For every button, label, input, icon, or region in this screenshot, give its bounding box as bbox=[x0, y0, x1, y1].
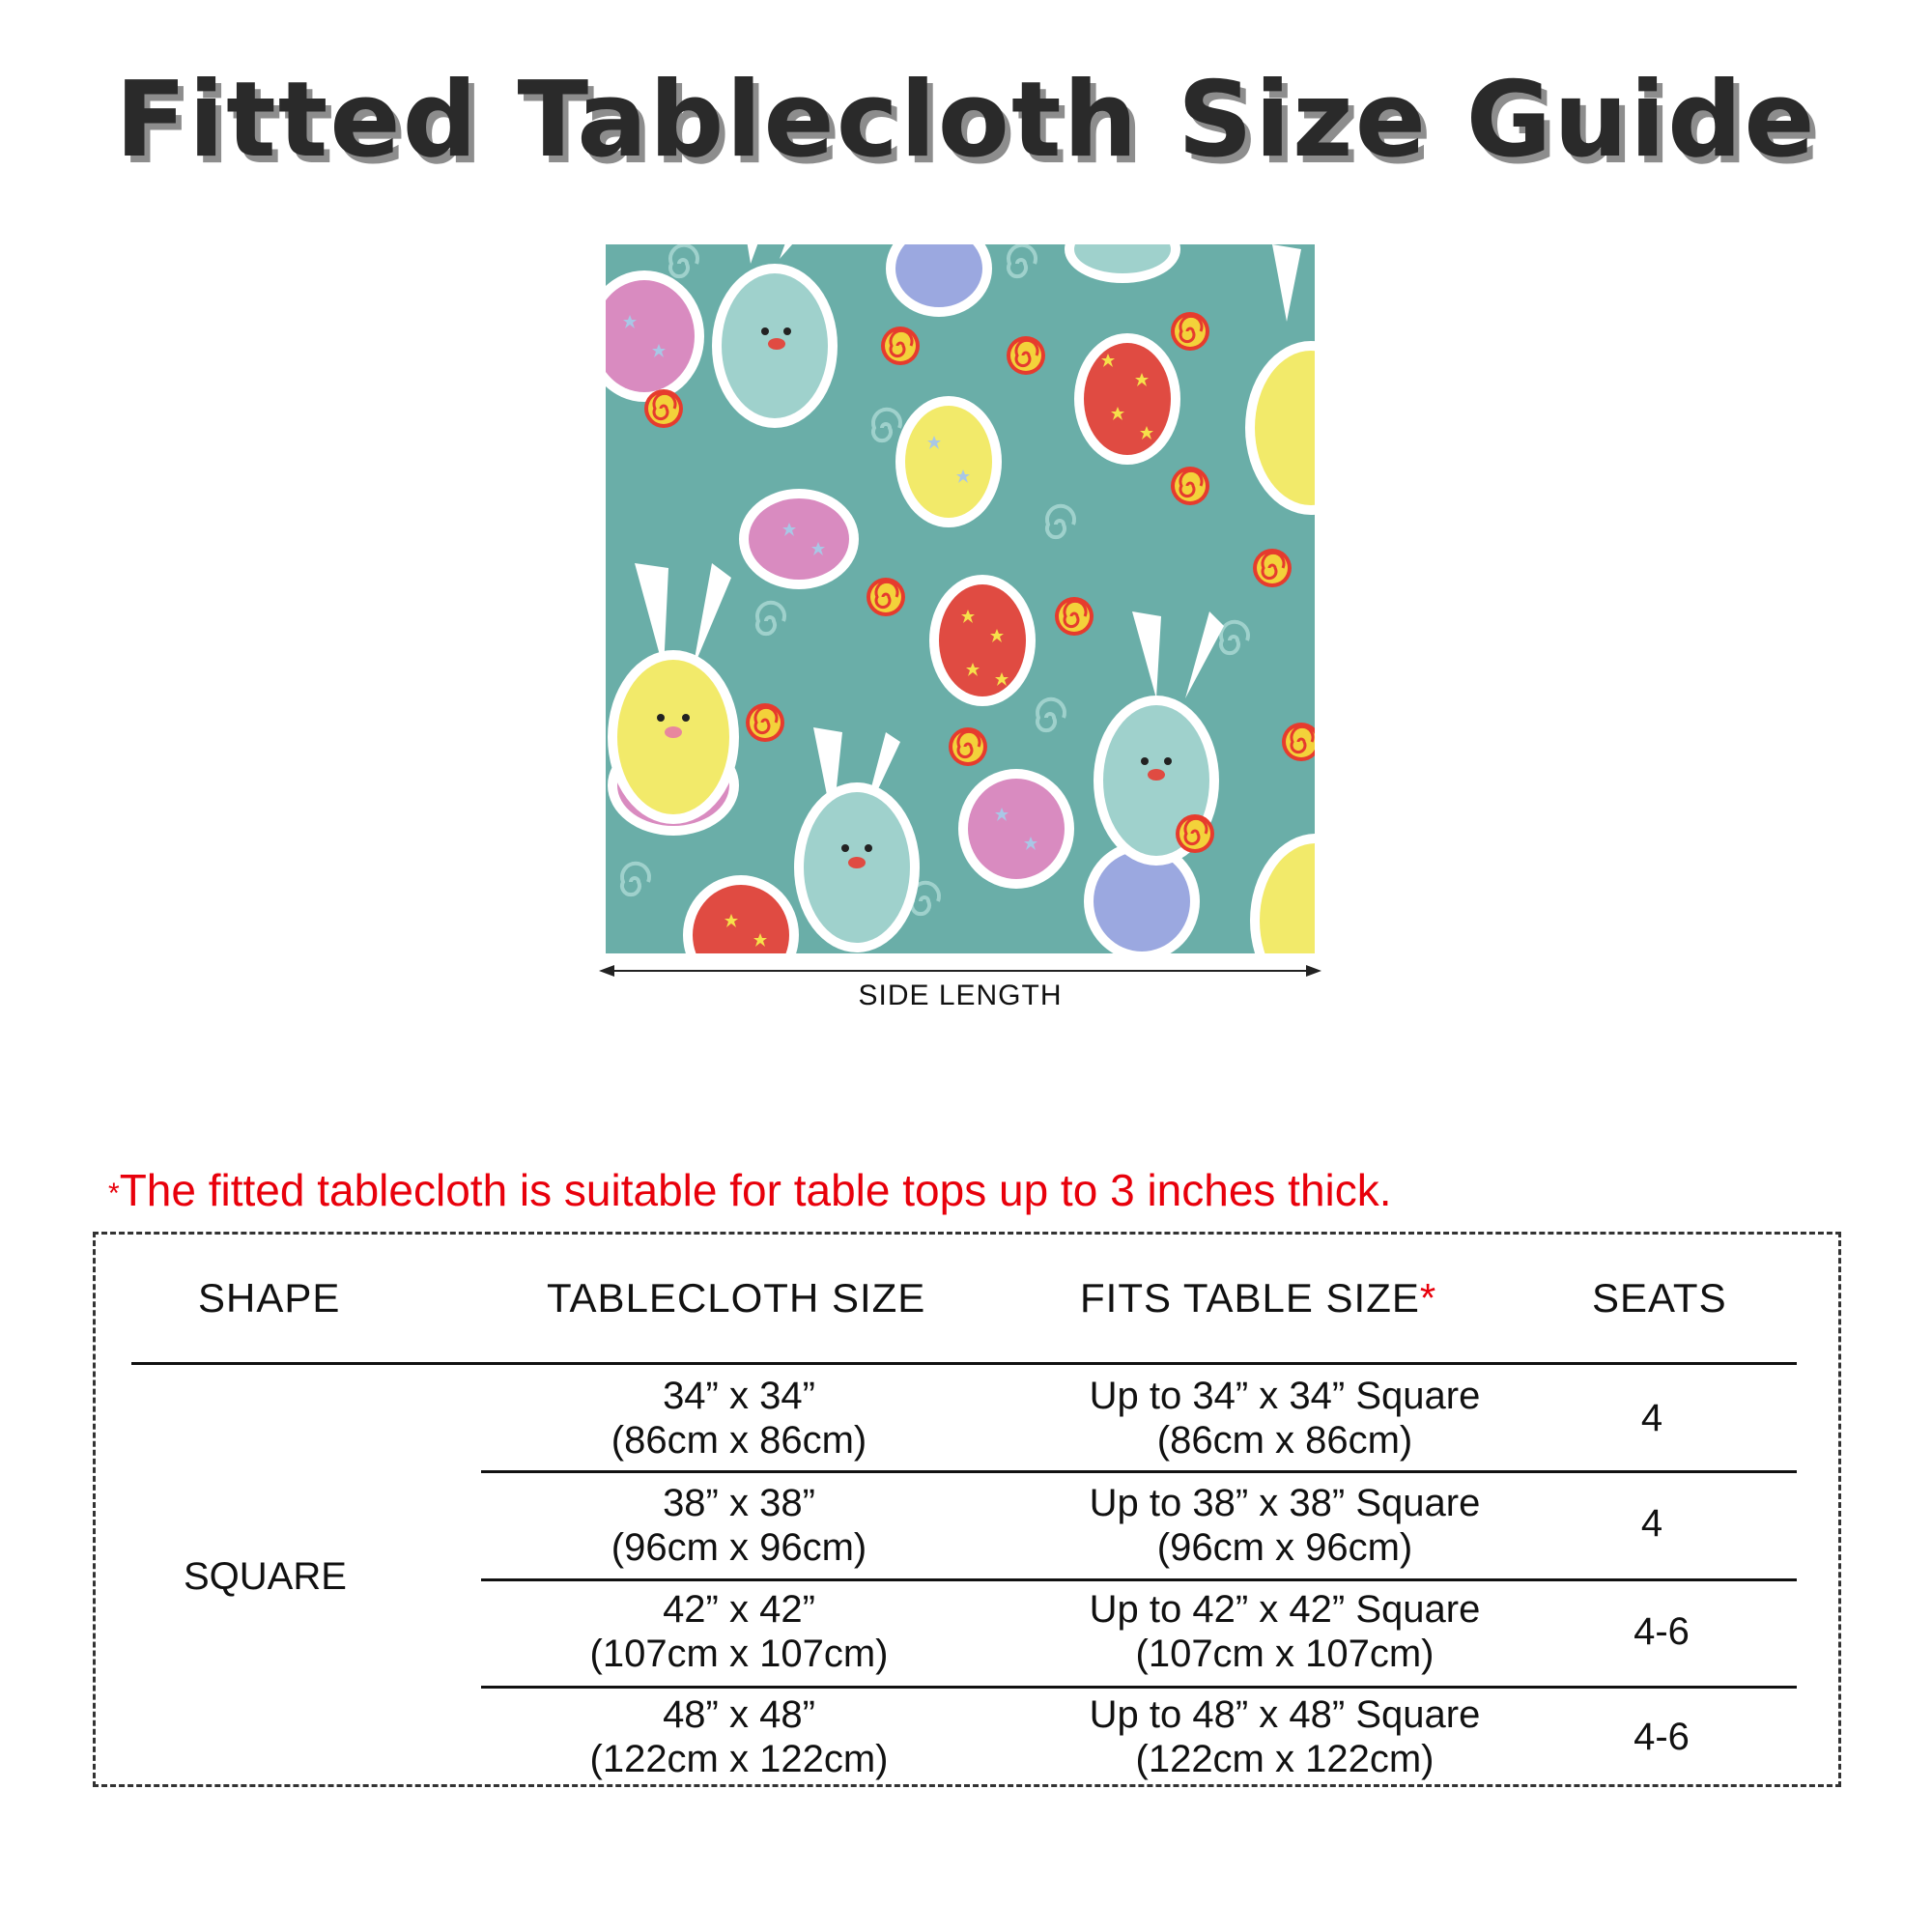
seats-cell: 4 bbox=[1640, 1502, 1663, 1545]
fits-size-cell: Up to 42” x 42” Square (107cm x 107cm) bbox=[1089, 1588, 1481, 1675]
tablecloth-size-cell: 42” x 42” (107cm x 107cm) bbox=[589, 1588, 889, 1675]
page-title: Fitted Tablecloth Size Guide bbox=[115, 60, 1817, 181]
seats-cell: 4 bbox=[1640, 1397, 1663, 1439]
fits-size-cell: Up to 34” x 34” Square (86cm x 86cm) bbox=[1089, 1375, 1481, 1462]
side-length-label: SIDE LENGTH bbox=[858, 980, 1063, 1011]
note-text: The fitted tablecloth is suitable for table tops up to 3 inches thick. bbox=[119, 1165, 1392, 1215]
header-fits-label: FITS TABLE SIZE bbox=[1080, 1275, 1420, 1321]
thickness-note bbox=[108, 1164, 1392, 1216]
side-length-arrow bbox=[599, 961, 1321, 980]
fits-size-cell: Up to 38” x 38” Square (96cm x 96cm) bbox=[1089, 1482, 1481, 1569]
tablecloth-size-cell: 38” x 38” (96cm x 96cm) bbox=[611, 1482, 867, 1569]
header-divider bbox=[131, 1362, 1797, 1365]
tablecloth-pattern-image bbox=[606, 244, 1315, 953]
seats-cell: 4-6 bbox=[1634, 1610, 1690, 1653]
shape-cell-square: SQUARE bbox=[184, 1555, 347, 1598]
row-divider bbox=[481, 1578, 1797, 1581]
row-divider bbox=[481, 1470, 1797, 1473]
fits-size-cell: Up to 48” x 48” Square (122cm x 122cm) bbox=[1089, 1693, 1481, 1780]
header-fits-marker: * bbox=[1419, 1275, 1437, 1321]
header-tablecloth-size: TABLECLOTH SIZE bbox=[547, 1275, 926, 1321]
row-divider bbox=[481, 1686, 1797, 1689]
note-marker: * bbox=[108, 1177, 120, 1209]
tablecloth-size-cell: 48” x 48” (122cm x 122cm) bbox=[589, 1693, 889, 1780]
header-shape: SHAPE bbox=[198, 1275, 341, 1321]
header-fits-table-size bbox=[1080, 1275, 1436, 1321]
seats-cell: 4-6 bbox=[1634, 1716, 1690, 1758]
tablecloth-size-cell: 34” x 34” (86cm x 86cm) bbox=[611, 1375, 867, 1462]
size-table bbox=[93, 1232, 1841, 1787]
header-seats: SEATS bbox=[1592, 1275, 1727, 1321]
